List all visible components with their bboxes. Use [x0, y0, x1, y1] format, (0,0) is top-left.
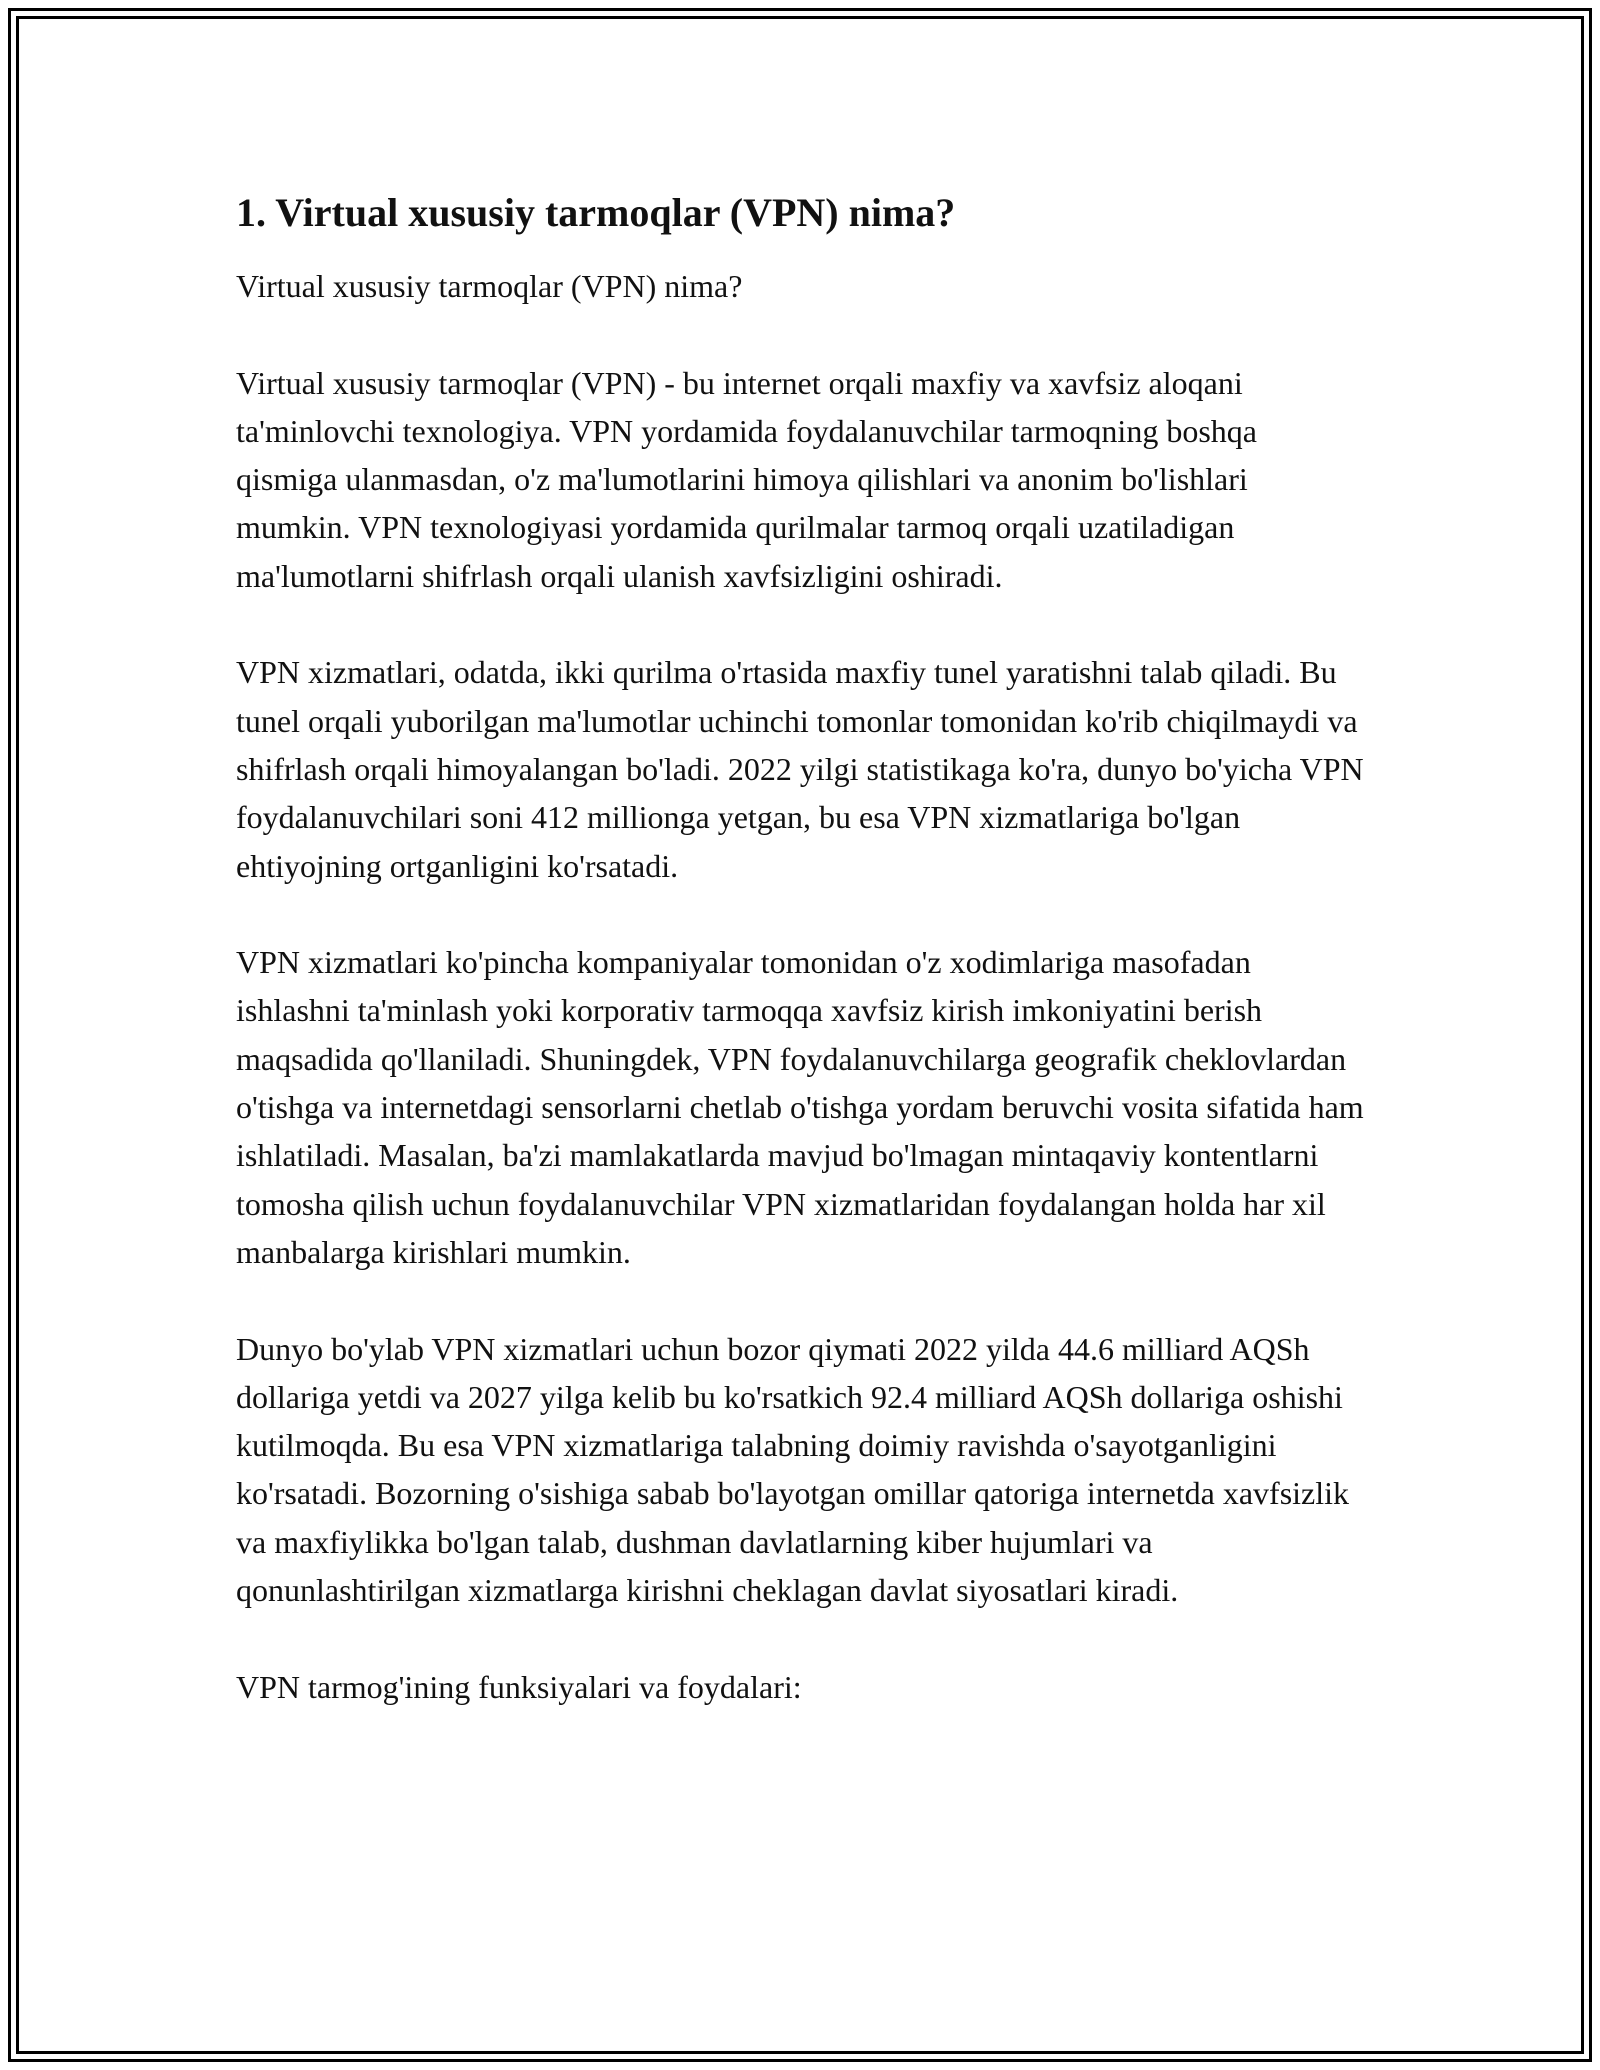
paragraph-subtitle: Virtual xususiy tarmoqlar (VPN) nima? — [236, 268, 743, 304]
paragraph-functions-heading: VPN tarmog'ining funksiyalari va foydalari: — [236, 1668, 802, 1705]
paragraph-tunnel-statistics: VPN xizmatlari, odatda, ikki qurilma o'rtasida maxfiy tunel yaratishni talab qiladi. Bu tunel orqali yuborilgan ma'lumotlar uchinchi tomonlar tomonidan ko'rib chiqilmaydi va shifrlash orqali himoyalangan bo'ladi. 2022 yilgi statistikaga ko'ra, dunyo bo'yicha VPN foydalanuvchilari soni 412 millionga yetgan, bu esa VPN xizmatlariga bo'lgan ehtiyojning ortganligini ko'rsatadi. — [236, 654, 1364, 884]
document-body — [236, 184, 1366, 1759]
paragraph-market-value: Dunyo bo'ylab VPN xizmatlari uchun bozor qiymati 2022 yilda 44.6 milliard AQSh dollariga yetdi va 2027 yilga kelib bu ko'rsatkich 92.4 milliard AQSh dollariga oshishi kutilmoqda. Bu esa VPN xizmatlariga talabning doimiy ravishda o'sayotganligini ko'rsatadi. Bozorning o'sishiga sabab bo'layotgan omillar qatoriga internetda xavfsizlik va maxfiylikka bo'lgan talab, dushman davlatlarning kiber hujumlari va qonunlashtirilgan xizmatlarga kirishni cheklagan davlat siyosatlari kiradi. — [236, 1330, 1350, 1609]
paragraph-usage: VPN xizmatlari ko'pincha kompaniyalar tomonidan o'z xodimlariga masofadan ishlashni ta'minlash yoki korporativ tarmoqqa xavfsiz kirish imkoniyatini berish maqsadida qo'llaniladi. Shuningdek, VPN foydalanuvchilarga geografik cheklovlardan o'tishga va internetdagi sensorlarni chetlab o'tishga yordam beruvchi vosita sifatida ham ishlatiladi. Masalan, ba'zi mamlakatlarda mavjud bo'lmagan mintaqaviy kontentlarni tomosha qilish uchun foydalanuvchilar VPN xizmatlaridan foydalangan holda har xil manbalarga kirishlari mumkin. — [236, 944, 1364, 1270]
paragraph-definition: Virtual xususiy tarmoqlar (VPN) - bu internet orqali maxfiy va xavfsiz aloqani ta'minlovchi texnologiya. VPN yordamida foydalanuvchilar tarmoqning boshqa qismiga ulanmasdan, o'z ma'lumotlarini himoya qilishlari va anonim bo'lishlari mumkin. VPN texnologiyasi yordamida qurilmalar tarmoq orqali uzatiladigan ma'lumotlarni shifrlash orqali ulanish xavfsizligini oshiradi. — [236, 364, 1257, 594]
document-title: 1. Virtual xususiy tarmoqlar (VPN) nima? — [236, 190, 956, 235]
